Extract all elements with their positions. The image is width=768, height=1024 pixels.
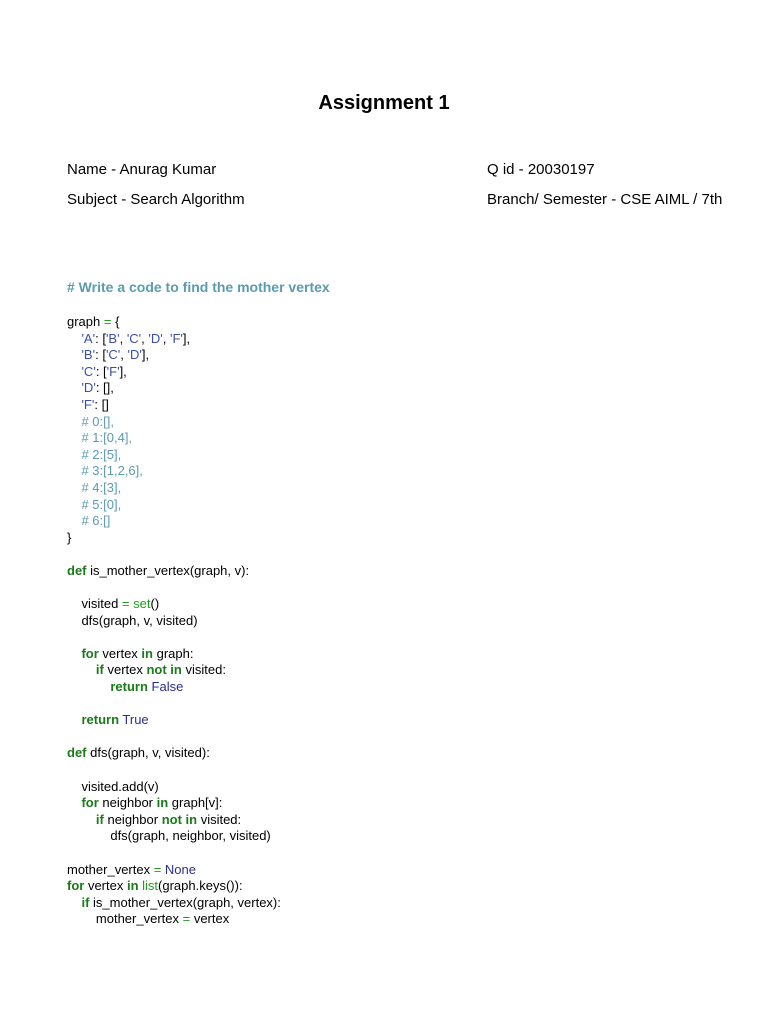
code-line <box>67 347 281 364</box>
code-line <box>67 480 281 497</box>
code-token: vertex <box>84 878 127 894</box>
code-token: visited.add(v) <box>67 778 159 794</box>
code-token: list <box>142 878 159 894</box>
code-token: ], <box>119 363 127 379</box>
code-token <box>67 646 81 661</box>
code-token <box>67 463 81 478</box>
code-line <box>67 513 281 530</box>
code-token: # 2:[5], <box>81 446 122 462</box>
code-line <box>67 380 281 397</box>
code-token: # 6:[] <box>81 513 111 529</box>
code-token: mother_vertex <box>67 861 154 877</box>
code-token: ], <box>141 347 150 363</box>
code-token: 'F' <box>170 330 183 346</box>
question-id: Q id - 20030197 <box>487 161 595 178</box>
code-token: () <box>150 596 160 612</box>
code-line <box>67 563 281 580</box>
code-token <box>67 380 81 395</box>
student-name: Name - Anurag Kumar <box>67 161 217 178</box>
code-token: 'C' <box>81 363 96 379</box>
code-token <box>67 795 81 810</box>
code-token: vertex <box>103 662 147 678</box>
code-token: not in <box>146 662 182 678</box>
code-token: , <box>141 330 149 346</box>
code-token: 'B' <box>105 330 120 346</box>
code-token: # 4:[3], <box>81 479 122 495</box>
code-token: for <box>81 795 99 811</box>
code-line <box>67 331 281 348</box>
code-token: , <box>162 330 170 346</box>
code-line <box>67 530 281 547</box>
code-token: set <box>133 596 151 612</box>
code-token: None <box>164 861 196 877</box>
code-line <box>67 878 281 895</box>
code-token: : [ <box>95 347 106 363</box>
code-token <box>67 397 81 412</box>
code-line <box>67 779 281 796</box>
code-token: if <box>95 811 104 827</box>
code-token <box>67 895 81 910</box>
code-token: # 5:[0], <box>81 496 122 512</box>
code-token: False <box>151 679 184 695</box>
code-token: dfs(graph, v, visited): <box>86 745 210 761</box>
code-token: def <box>67 745 87 761</box>
code-token: ], <box>182 330 191 346</box>
code-token: visited <box>67 596 122 612</box>
code-token: : [ <box>95 363 107 379</box>
code-token: visited: <box>197 811 242 827</box>
code-line <box>67 762 281 779</box>
code-token <box>67 430 81 445</box>
code-line <box>67 696 281 713</box>
code-line <box>67 828 281 845</box>
code-token: (graph.keys()): <box>158 878 243 894</box>
code-token: 'D' <box>127 347 142 363</box>
code-line <box>67 447 281 464</box>
branch-semester: Branch/ Semester - CSE AIML / 7th <box>487 191 723 208</box>
code-token: 'D' <box>148 330 163 346</box>
code-line <box>67 497 281 514</box>
code-line <box>67 314 281 331</box>
code-token <box>67 679 110 694</box>
code-line <box>67 364 281 381</box>
code-token <box>67 513 81 528</box>
code-token: in <box>156 795 169 811</box>
code-line <box>67 646 281 663</box>
code-token <box>67 331 81 346</box>
code-token: , <box>120 347 128 363</box>
code-token: for <box>67 878 85 894</box>
code-token: 'C' <box>126 330 142 346</box>
code-token: vertex <box>98 645 142 661</box>
code-token: dfs(graph, v, visited) <box>67 612 198 628</box>
code-line <box>67 629 281 646</box>
code-line <box>67 911 281 928</box>
code-line <box>67 895 281 912</box>
code-token: : [ <box>95 330 106 346</box>
code-token <box>67 712 81 727</box>
code-token: 'F' <box>81 396 95 412</box>
code-token: is_mother_vertex(graph, vertex): <box>89 894 281 910</box>
code-line <box>67 662 281 679</box>
code-block <box>67 314 281 928</box>
code-token: dfs(graph, neighbor, visited) <box>67 828 271 844</box>
code-line <box>67 546 281 563</box>
code-token: # 1:[0,4], <box>81 430 133 446</box>
code-token: 'C' <box>105 347 121 363</box>
code-line <box>67 812 281 829</box>
code-token: in <box>126 878 139 894</box>
code-token: : [], <box>95 380 114 396</box>
code-line <box>67 463 281 480</box>
code-line <box>67 596 281 613</box>
code-token <box>67 662 96 677</box>
code-token: in <box>141 645 153 661</box>
code-line <box>67 613 281 630</box>
code-token: } <box>67 529 72 545</box>
code-token: # 0:[], <box>81 413 114 429</box>
section-heading: # Write a code to find the mother vertex <box>67 279 330 295</box>
code-token: for <box>81 645 99 661</box>
code-token: visited: <box>181 662 226 678</box>
code-token: = <box>182 911 191 927</box>
code-token: is_mother_vertex(graph, v): <box>86 562 250 578</box>
code-token: mother_vertex <box>67 911 183 927</box>
code-line <box>67 745 281 762</box>
code-token: 'F' <box>106 363 120 379</box>
code-line <box>67 862 281 879</box>
code-line <box>67 795 281 812</box>
code-line <box>67 414 281 431</box>
code-line <box>67 580 281 597</box>
code-token: if <box>81 894 90 910</box>
code-token: , <box>119 330 127 346</box>
code-token: vertex <box>190 911 230 927</box>
code-token: graph: <box>152 645 194 661</box>
code-token: def <box>67 562 87 578</box>
code-token <box>67 812 96 827</box>
code-token: return <box>81 712 120 728</box>
code-token: True <box>122 712 149 728</box>
code-token: 'D' <box>81 380 96 396</box>
code-token: = <box>103 314 112 329</box>
code-token <box>67 497 81 512</box>
code-token: not in <box>161 811 198 827</box>
code-token: graph[v]: <box>168 795 223 811</box>
code-token <box>67 414 81 429</box>
code-token: graph <box>67 314 104 329</box>
code-token <box>67 447 81 462</box>
code-token <box>67 364 81 379</box>
code-line <box>67 729 281 746</box>
code-token: neighbor <box>103 811 162 827</box>
code-token: { <box>111 314 120 329</box>
code-token: # 3:[1,2,6], <box>81 463 143 479</box>
code-line <box>67 712 281 729</box>
code-token <box>67 347 81 362</box>
code-line <box>67 679 281 696</box>
code-line <box>67 397 281 414</box>
code-token: 'A' <box>81 330 96 346</box>
subject: Subject - Search Algorithm <box>67 191 245 208</box>
code-token <box>67 480 81 495</box>
code-token: = <box>121 596 130 612</box>
page-title: Assignment 1 <box>318 92 450 114</box>
code-line <box>67 430 281 447</box>
code-token: 'B' <box>81 347 96 363</box>
code-token: = <box>153 861 162 877</box>
code-token: if <box>95 662 104 678</box>
code-line <box>67 845 281 862</box>
code-token: : [] <box>94 396 109 412</box>
code-token: return <box>110 679 148 695</box>
code-token: neighbor <box>98 795 157 811</box>
